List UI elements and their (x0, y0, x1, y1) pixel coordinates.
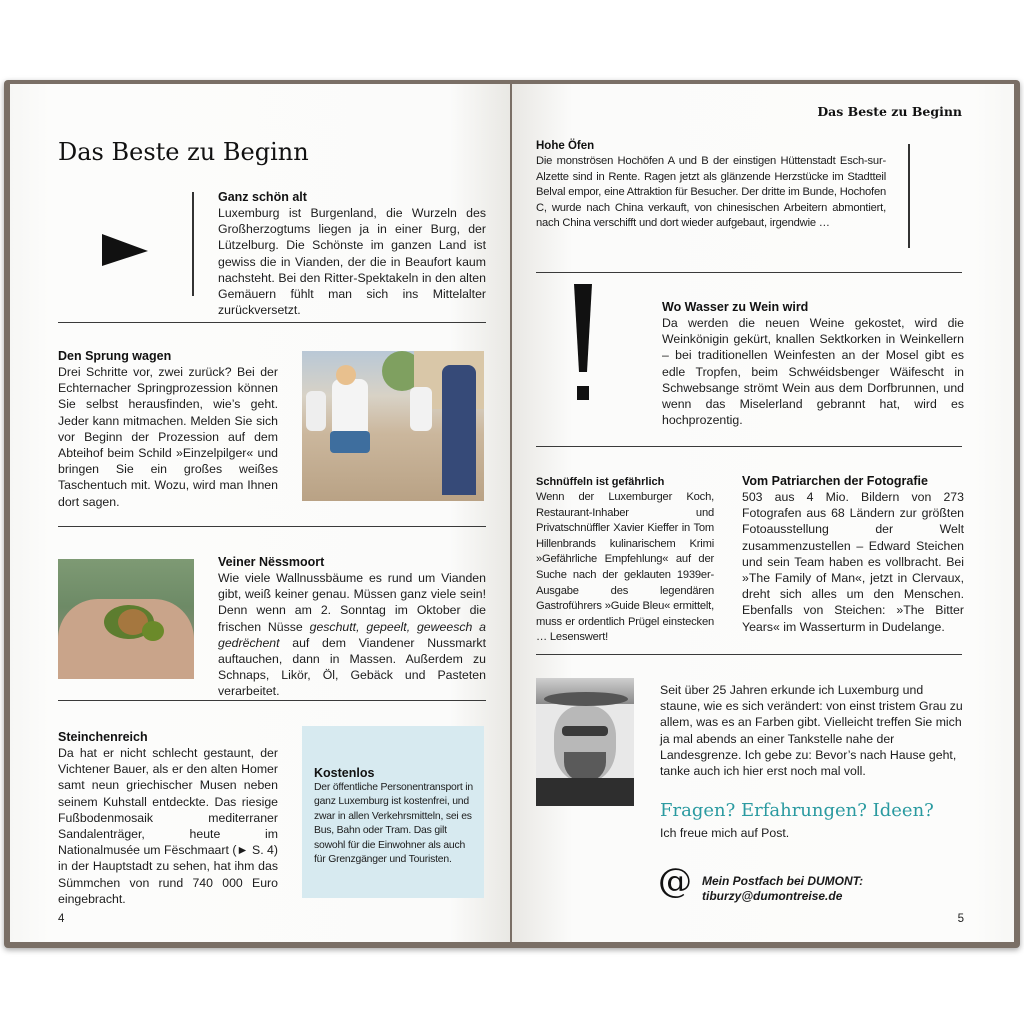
section-text-steinchenreich: Da hat er nicht schlecht gestaunt, der Vichtener Bauer, als er den alten Homer samt neun griechischer Musen neben seinem Kuhstall entdeckte. Das riesige Fußbodenmosaik mediterraner Sandalenträger, heute im Nationalmusée um Fëschmaart (► S. 4) in der Hauptstadt zu sehen, hat ihm das Sümmchen von rund 740 000 Euro eingebracht. (58, 746, 278, 906)
section-title-sprung-wagen: Den Sprung wagen (58, 349, 172, 363)
page-title: Das Beste zu Beginn (58, 138, 309, 166)
section-text-ganz-schoen-alt: Luxemburg ist Burgenland, die Wurzeln des Großherzogtums liegen ja in einer Burg, der Lützelburg. Die Schönste im ganzen Land ist gewiss die in Vianden, der die in Beaufort kaum nachsteht. Bei den Ritter-Spektakeln in den alten Gemäuern fühlt man sich ins Mittelalter zurückversetzt. (218, 206, 486, 318)
photo-springprozession (302, 351, 484, 501)
running-head: Das Beste zu Beginn (817, 104, 962, 119)
left-page (10, 84, 510, 942)
author-text: Seit über 25 Jahren erkunde ich Luxemburg und staune, wie es sich verändert: von einst tristem Grau zu allem, was es an Farben gibt. Vielleicht treffen Sie mich ja mal abends an einer Tankstelle nahe der Landesgrenze. Ich gebe zu: Bevor’s nach Hause geht, tanke auch ich hier erst noch mal voll. (660, 683, 963, 779)
play-triangle-icon (102, 234, 150, 268)
section-title-ganz-schoen-alt: Ganz schön alt (218, 190, 307, 204)
section-text-kostenlos: Der öffentliche Personentransport in ganz Luxemburg ist kostenfrei, und zwar in allen Verkehrsmitteln, sei es Bus, Bahn oder Tram. Das gilt sowohl für die Einwohner als auch für Grenzgänger und Touristen. (314, 782, 473, 866)
section-text-sprung-wagen: Drei Schritte vor, zwei zurück? Bei der Echternacher Springprozession können Sie selbst herausfinden, wie’s geht. Jeder kann mitmachen. Melden Sie sich vor Beginn der Prozession auf dem Abteihof beim Schild »Einzelpilger« und bringen Sie ein großes weißes Taschentuch mit. Wozu, wird man Ihnen dort sagen. (58, 365, 278, 509)
divider (536, 654, 962, 655)
right-page (512, 84, 1014, 942)
page-number: 4 (58, 913, 65, 925)
author-portrait (536, 678, 634, 806)
info-box-kostenlos (302, 726, 484, 898)
section-title-kostenlos: Kostenlos (314, 766, 375, 780)
section-text-hohe-oefen: Die monströsen Hochöfen A und B der einstigen Hüttenstadt Esch-sur-Alzette sind in Rente. Ragen jetzt als glänzende Herzstücke im Stadtteil Belval empor, eine Attraktion für Besucher. Der dritte im Bunde, Hochofen C, wurde nach China verkauft, von chinesischen Arbeitern abmontiert, nach China verschifft und dort wieder aufgebaut, irgendwie … (536, 155, 886, 230)
divider (536, 272, 962, 273)
divider-vertical (908, 144, 910, 248)
section-text-patriarch: 503 aus 4 Mio. Bildern von 273 Fotografen aus 68 Ländern zur größten Fotoausstellung der Welt zusammenzustellen – Edward Steichen und sein Team haben es vollbracht. Bei »The Family of Man«, jetzt in Clervaux, dreht sich alles um den Menschen. Ebenfalls von Steichen: »The Bitter Years« im Wasserturm in Dudelange. (742, 490, 964, 634)
divider (58, 700, 486, 701)
exclamation-icon (564, 284, 604, 414)
divider (58, 526, 486, 527)
postbox-line-1: Mein Postfach bei DUMONT: (702, 874, 864, 888)
at-sign-icon: @ (658, 861, 692, 901)
divider (536, 446, 962, 447)
section-title-schnueffeln: Schnüffeln ist gefährlich (536, 476, 665, 488)
question-heading: Fragen? Erfahrungen? Ideen? (660, 800, 934, 821)
section-title-wasser-wein: Wo Wasser zu Wein wird (662, 300, 809, 314)
section-title-veiner: Veiner Nëssmoort (218, 555, 325, 569)
divider-vertical (192, 192, 194, 296)
section-title-steinchenreich: Steinchenreich (58, 730, 148, 744)
section-title-hohe-oefen: Hohe Öfen (536, 140, 595, 152)
photo-walnuts (58, 559, 194, 679)
section-title-patriarch: Vom Patriarchen der Fotografie (742, 474, 928, 488)
page-number: 5 (957, 913, 964, 925)
section-text-schnueffeln: Wenn der Luxemburger Koch, Restaurant-Inhaber und Privatschnüffler Xavier Kieffer in Tom Hillenbrands kulinarischem Krimi »Gefährliche Empfehlung« auf der Suche nach der geklauten 1939er-Ausgabe des legendären Gastroführers »Guide Bleu« ermittelt, muss er ordentlich Prügel einstecken … Lesenswert! (536, 491, 714, 644)
email-link[interactable]: tiburzy@dumontreise.de (702, 889, 843, 903)
section-text-veiner: Wie viele Wallnussbäume es rund um Vianden gibt, weiß keiner genau. Müssen ganz viele sein! Denn wenn am 2. Sonntag im Oktober die frischen Nüsse geschutt, gepeelt, geweesch a gedrëchent auf dem Viandener Nussmarkt auftauchen, dann in Massen. Außerdem zu Schnaps, Likör, Öl, Gebäck und Pasteten verarbeitet. (218, 571, 487, 699)
section-text-wasser-wein: Da werden die neuen Weine gekostet, wird die Weinkönigin gekürt, knallen Sektkorken in Weinkellern – bei traditionellen Weinfesten an der Mosel gibt es edle Tropfen, beim Schwéidsbenger Wäifescht in Schwebsange strömt Wein aus dem Dorfbrunnen, und wenn das Miselerland gebrannt hat, wird es hochprozentig. (662, 316, 964, 428)
divider (58, 322, 486, 323)
invite-text: Ich freue mich auf Post. (660, 826, 790, 840)
